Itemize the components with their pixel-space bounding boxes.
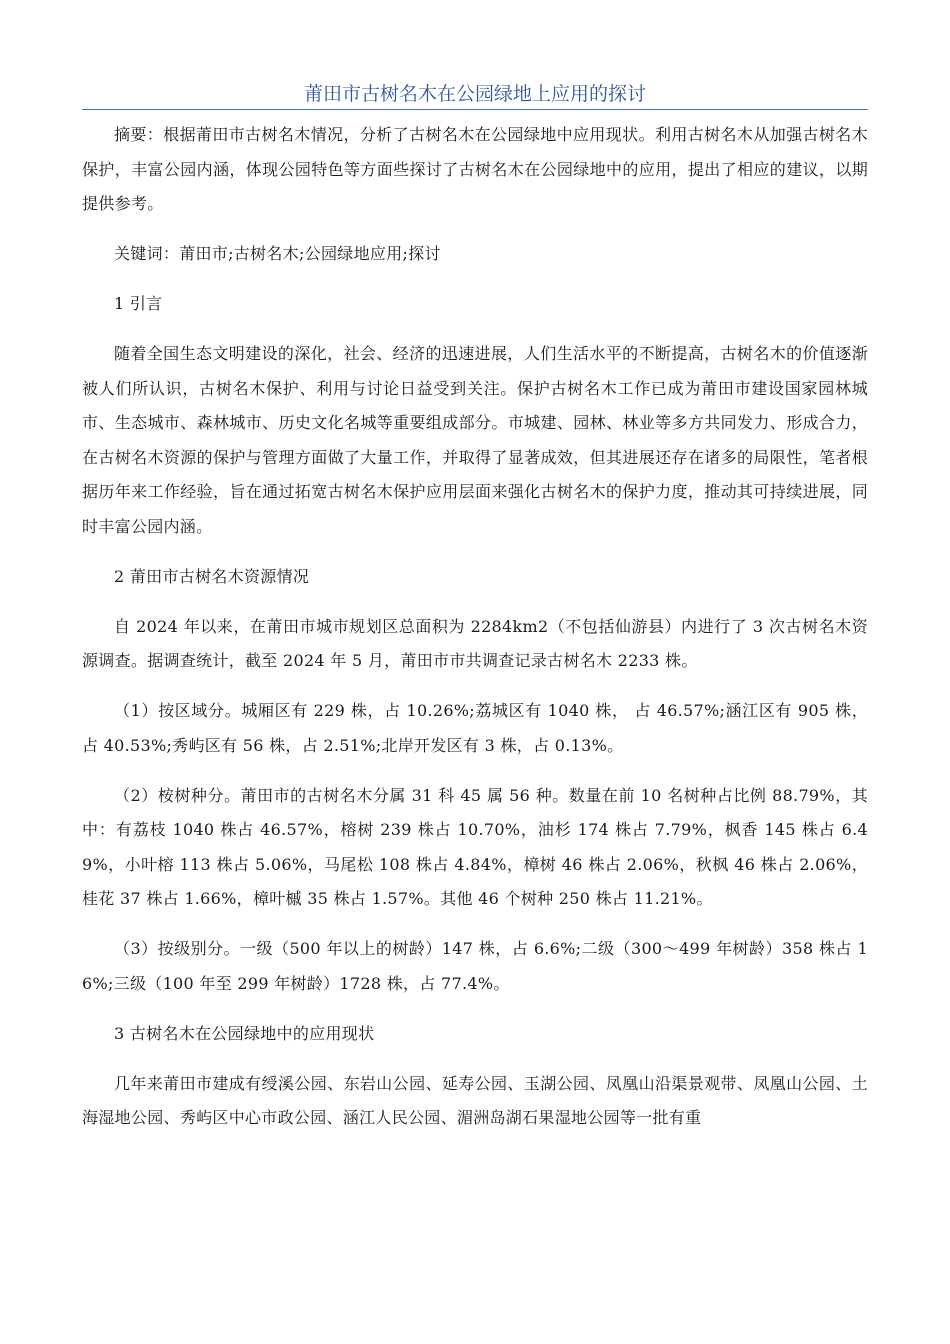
introduction-paragraph: 随着全国生态文明建设的深化，社会、经济的迅速进展，人们生活水平的不断提高，古树名木的价值逐渐被人们所认识，古树名木保护、利用与讨论日益受到关注。保护古树名木工作已成为莆田市建设国家园林城市、生态城市、森林城市、历史文化名城等重要组成部分。市城建、园林、林业等多方共同发力、形成合力，在古树名木资源的保护与管理方面做了大量工作，并取得了显著成效，但其进展还存在诸多的局限性，笔者根据历年来工作经验，旨在通过拓宽古树名木保护应用层面来强化古树名木的保护力度，推动其可持续进展，同时丰富公园内涵。 [82, 344, 868, 536]
by-grade-paragraph: （3）按级别分。一级（500 年以上的树龄）147 株，占 6.6%;二级（300～499 年树龄）358 株占 16%;三级（100 年至 299 年树龄）1728 株，占 77.4%。 [82, 939, 868, 993]
application-paragraph: 几年来莆田市建成有绶溪公园、东岩山公园、延寿公园、玉湖公园、凤凰山沿渠景观带、凤凰山公园、土海湿地公园、秀屿区中心市政公园、涵江人民公园、湄洲岛湖石果湿地公园等一批有重 [82, 1073, 868, 1127]
document-body [82, 118, 868, 1151]
section-heading-introduction: 1 引言 [114, 294, 163, 313]
abstract-paragraph: 摘要：根据莆田市古树名木情况，分析了古树名木在公园绿地中应用现状。利用古树名木从加强古树名木保护，丰富公园内涵，体现公园特色等方面些探讨了古树名木在公园绿地中的应用，提出了相应的建议，以期提供参考。 [82, 125, 868, 213]
resources-paragraph: 自 2024 年以来，在莆田市城市规划区总面积为 2284km2（不包括仙游县）内进行了 3 次古树名木资源调查。据调查统计，截至 2024 年 5 月，莆田市市共调查记录古树名木 2233 株。 [82, 616, 868, 670]
by-species-paragraph: （2）桉树种分。莆田市的古树名木分属 31 科 45 属 56 种。数量在前 10 名树种占比例 88.79%，其中：有荔枝 1040 株占 46.57%，榕树 239 株占 10.70%，油杉 174 株占 7.79%，枫香 145 株占 6.49%，小叶榕 113 株占 5.06%，马尾松 108 株占 4.84%，樟树 46 株占 2.06%，秋枫 46 株占 2.06%，桂花 37 株占 1.66%，樟叶槭 35 株占 1.57%。其他 46 个树种 250 株占 11.21%。 [82, 785, 868, 908]
section-heading-application: 3 古树名木在公园绿地中的应用现状 [114, 1023, 375, 1043]
document-title: 莆田市古树名木在公园绿地上应用的探讨 [303, 83, 646, 105]
keywords-paragraph: 关键词：莆田市;古树名木;公园绿地应用;探讨 [114, 244, 441, 263]
section-heading-resources: 2 莆田市古树名木资源情况 [114, 566, 310, 586]
title-underline [82, 109, 868, 110]
by-region-paragraph: （1）按区域分。城厢区有 229 株，占 10.26%;荔城区有 1040 株， 占 46.57%;涵江区有 905 株，占 40.53%;秀屿区有 56 株，占 2.51%;北岸开发区有 3 株，占 0.13%。 [82, 701, 868, 755]
